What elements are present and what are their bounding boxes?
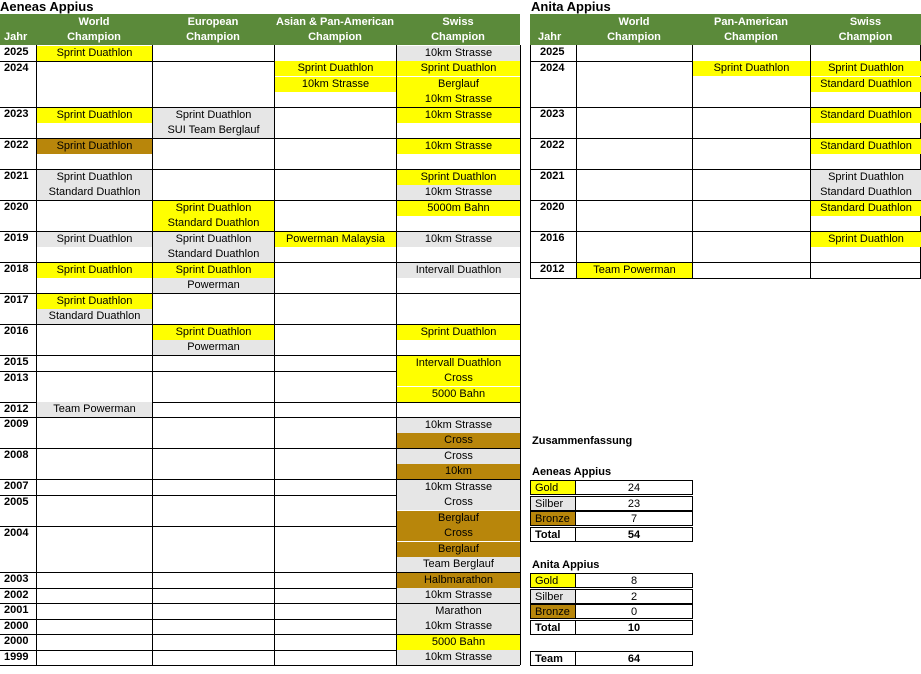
medal-cell-bronze: Sprint Duathlon bbox=[37, 139, 152, 154]
medal-cell-bronze: Berglauf bbox=[397, 511, 520, 526]
summary-value: 8 bbox=[575, 573, 693, 588]
summary-aeneas-label: Aeneas Appius bbox=[532, 466, 612, 478]
year-label: 1999 bbox=[4, 650, 29, 663]
year-label: 2021 bbox=[540, 170, 565, 182]
medal-cell-gold: Berglauf bbox=[397, 77, 520, 92]
year-label: 2000 bbox=[4, 619, 29, 632]
year-label: 2012 bbox=[540, 263, 565, 275]
year-label: 2004 bbox=[4, 526, 29, 539]
medal-cell-silver: 10km Strasse bbox=[397, 232, 520, 247]
medal-cell-silver: 10km Strasse bbox=[397, 480, 520, 495]
medal-cell-gold: Sprint Duathlon bbox=[397, 170, 520, 185]
medal-cell-silver: Cross bbox=[397, 449, 520, 464]
medal-cell-silver: 10km Strasse bbox=[397, 619, 520, 634]
year-label: 2023 bbox=[540, 108, 565, 120]
medal-cell-silver: 10km Strasse bbox=[397, 588, 520, 603]
medal-cell-gold: Standard Duathlon bbox=[811, 77, 921, 92]
column-separator bbox=[152, 45, 153, 665]
world-header-line2: Champion bbox=[576, 30, 692, 45]
medal-cell-gold: 10km Strasse bbox=[397, 92, 520, 107]
year-label: 2022 bbox=[4, 139, 29, 151]
column-separator bbox=[576, 45, 577, 278]
medal-cell-silver: Intervall Duathlon bbox=[397, 263, 520, 278]
jahr-header: Jahr bbox=[530, 30, 576, 45]
medal-cell-silver: SUI Team Berglauf bbox=[153, 123, 274, 138]
summary-value: 7 bbox=[575, 511, 693, 526]
medal-cell-silver: Powerman bbox=[153, 340, 274, 355]
column-separator bbox=[274, 45, 275, 665]
medal-cell-silver: Team Powerman bbox=[37, 402, 152, 417]
medal-cell-bronze: 10km bbox=[397, 464, 520, 479]
medal-cell-gold: Sprint Duathlon bbox=[153, 201, 274, 216]
summary-value: 0 bbox=[575, 604, 693, 619]
european-header-line2: Champion bbox=[152, 30, 274, 45]
year-label: 2005 bbox=[4, 495, 29, 508]
year-label: 2016 bbox=[4, 325, 29, 337]
summary-value: 10 bbox=[575, 620, 693, 635]
summary-label: Bronze bbox=[530, 604, 576, 619]
row-separator bbox=[0, 665, 520, 666]
medal-cell-silver: Standard Duathlon bbox=[37, 309, 152, 324]
medal-cell-gold: Sprint Duathlon bbox=[397, 325, 520, 340]
medal-cell-silver: Standard Duathlon bbox=[37, 185, 152, 200]
year-label: 2002 bbox=[4, 588, 29, 601]
year-label: 2008 bbox=[4, 449, 29, 461]
medal-cell-gold: Standard Duathlon bbox=[811, 108, 921, 123]
year-label: 2016 bbox=[540, 232, 565, 244]
medal-cell-gold: Sprint Duathlon bbox=[37, 46, 152, 61]
year-label: 2025 bbox=[4, 46, 29, 58]
medal-cell-bronze: Cross bbox=[397, 433, 520, 448]
year-label: 2015 bbox=[4, 356, 29, 368]
medal-cell-gold: Sprint Duathlon bbox=[37, 263, 152, 278]
summary-label: Gold bbox=[530, 480, 576, 495]
medal-cell-silver: Sprint Duathlon bbox=[37, 232, 152, 247]
medal-cell-gold: Cross bbox=[397, 371, 520, 386]
medal-cell-silver: 10km Strasse bbox=[397, 418, 520, 433]
medal-cell-gold: Sprint Duathlon bbox=[811, 61, 921, 76]
asian-header-line2: Champion bbox=[274, 30, 396, 45]
medal-cell-silver: Team Berglauf bbox=[397, 557, 520, 572]
year-label: 2022 bbox=[540, 139, 565, 151]
year-label: 2007 bbox=[4, 480, 29, 492]
anita-title: Anita Appius bbox=[531, 0, 611, 14]
european-header-line1: European bbox=[152, 15, 274, 30]
year-label: 2003 bbox=[4, 573, 29, 585]
medal-cell-gold: 5000 Bahn bbox=[397, 387, 520, 402]
jahr-header: Jahr bbox=[0, 30, 36, 45]
panamerican-header-line2: Champion bbox=[692, 30, 810, 45]
summary-value: 54 bbox=[575, 527, 693, 542]
summary-label: Silber bbox=[530, 496, 576, 511]
world-header-line1: World bbox=[36, 15, 152, 30]
swiss-header-line2: Champion bbox=[396, 30, 520, 45]
medal-cell-silver: Cross bbox=[397, 495, 520, 510]
medal-cell-bronze: Halbmarathon bbox=[397, 573, 520, 588]
medal-cell-silver: Sprint Duathlon bbox=[153, 108, 274, 123]
medal-cell-gold: Sprint Duathlon bbox=[153, 325, 274, 340]
medal-cell-gold: Team Powerman bbox=[577, 263, 692, 278]
year-label: 2017 bbox=[4, 294, 29, 306]
medal-cell-gold: Standard Duathlon bbox=[811, 201, 921, 216]
summary-value: 2 bbox=[575, 589, 693, 604]
year-label: 2020 bbox=[540, 201, 565, 213]
year-label: 2013 bbox=[4, 371, 29, 384]
summary-value: 24 bbox=[575, 480, 693, 495]
medal-cell-gold: 10km Strasse bbox=[275, 77, 396, 92]
year-label: 2020 bbox=[4, 201, 29, 213]
medal-cell-silver: 10km Strasse bbox=[397, 46, 520, 61]
summary-label: Bronze bbox=[530, 511, 576, 526]
swiss-header-line1: Swiss bbox=[810, 15, 921, 30]
aeneas-title: Aeneas Appius bbox=[0, 0, 94, 14]
medal-cell-bronze: Cross bbox=[397, 526, 520, 541]
medal-cell-gold: 10km Strasse bbox=[397, 108, 520, 123]
medal-cell-bronze: Berglauf bbox=[397, 542, 520, 557]
summary-anita-label: Anita Appius bbox=[532, 559, 600, 571]
year-label: 2018 bbox=[4, 263, 29, 275]
column-separator bbox=[530, 45, 531, 278]
medal-cell-silver: Sprint Duathlon bbox=[153, 232, 274, 247]
summary-label: Gold bbox=[530, 573, 576, 588]
row-separator bbox=[530, 278, 921, 279]
medal-cell-silver: Standard Duathlon bbox=[811, 185, 921, 200]
medal-cell-gold: Powerman Malaysia bbox=[275, 232, 396, 247]
panamerican-header-line1: Pan-American bbox=[692, 15, 810, 30]
summary-team-label: Team bbox=[530, 651, 576, 666]
column-separator bbox=[520, 45, 521, 665]
medal-cell-gold: Standard Duathlon bbox=[153, 216, 274, 231]
medal-cell-gold: Sprint Duathlon bbox=[693, 61, 810, 76]
medal-cell-gold: Sprint Duathlon bbox=[37, 108, 152, 123]
medal-cell-silver: Sprint Duathlon bbox=[811, 170, 921, 185]
medal-cell-gold: Sprint Duathlon bbox=[275, 61, 396, 76]
year-label: 2024 bbox=[4, 61, 29, 74]
medal-cell-gold: 10km Strasse bbox=[397, 139, 520, 154]
medal-cell-silver: Marathon bbox=[397, 604, 520, 619]
medal-cell-silver: Sprint Duathlon bbox=[37, 170, 152, 185]
swiss-header-line2: Champion bbox=[810, 30, 921, 45]
medal-cell-silver: Standard Duathlon bbox=[153, 247, 274, 262]
summary-label: Total bbox=[530, 620, 576, 635]
medal-cell-gold: 5000m Bahn bbox=[397, 201, 520, 216]
summary-label: Total bbox=[530, 527, 576, 542]
year-label: 2024 bbox=[540, 61, 565, 74]
medal-cell-gold: Standard Duathlon bbox=[811, 139, 921, 154]
medal-cell-silver: Powerman bbox=[153, 278, 274, 293]
medal-cell-gold: Intervall Duathlon bbox=[397, 356, 520, 371]
year-label: 2025 bbox=[540, 46, 565, 58]
year-label: 2019 bbox=[4, 232, 29, 244]
year-label: 2023 bbox=[4, 108, 29, 120]
summary-value: 23 bbox=[575, 496, 693, 511]
medal-cell-gold: Sprint Duathlon bbox=[153, 263, 274, 278]
medal-cell-gold: 5000 Bahn bbox=[397, 635, 520, 650]
year-label: 2009 bbox=[4, 418, 29, 430]
medal-cell-gold: Sprint Duathlon bbox=[397, 61, 520, 76]
year-label: 2000 bbox=[4, 635, 29, 647]
summary-title: Zusammenfassung bbox=[532, 435, 633, 447]
medal-cell-silver: 10km Strasse bbox=[397, 650, 520, 665]
world-header-line1: World bbox=[576, 15, 692, 30]
summary-team-value: 64 bbox=[575, 651, 693, 666]
column-separator bbox=[692, 45, 693, 278]
summary-label: Silber bbox=[530, 589, 576, 604]
asian-header-line1: Asian & Pan-American bbox=[274, 15, 396, 30]
medal-cell-silver: 10km Strasse bbox=[397, 185, 520, 200]
year-label: 2001 bbox=[4, 604, 29, 616]
medal-cell-gold: Sprint Duathlon bbox=[811, 232, 921, 247]
year-label: 2012 bbox=[4, 402, 29, 415]
medal-cell-gold: Sprint Duathlon bbox=[37, 294, 152, 309]
world-header-line2: Champion bbox=[36, 30, 152, 45]
year-label: 2021 bbox=[4, 170, 29, 182]
swiss-header-line1: Swiss bbox=[396, 15, 520, 30]
